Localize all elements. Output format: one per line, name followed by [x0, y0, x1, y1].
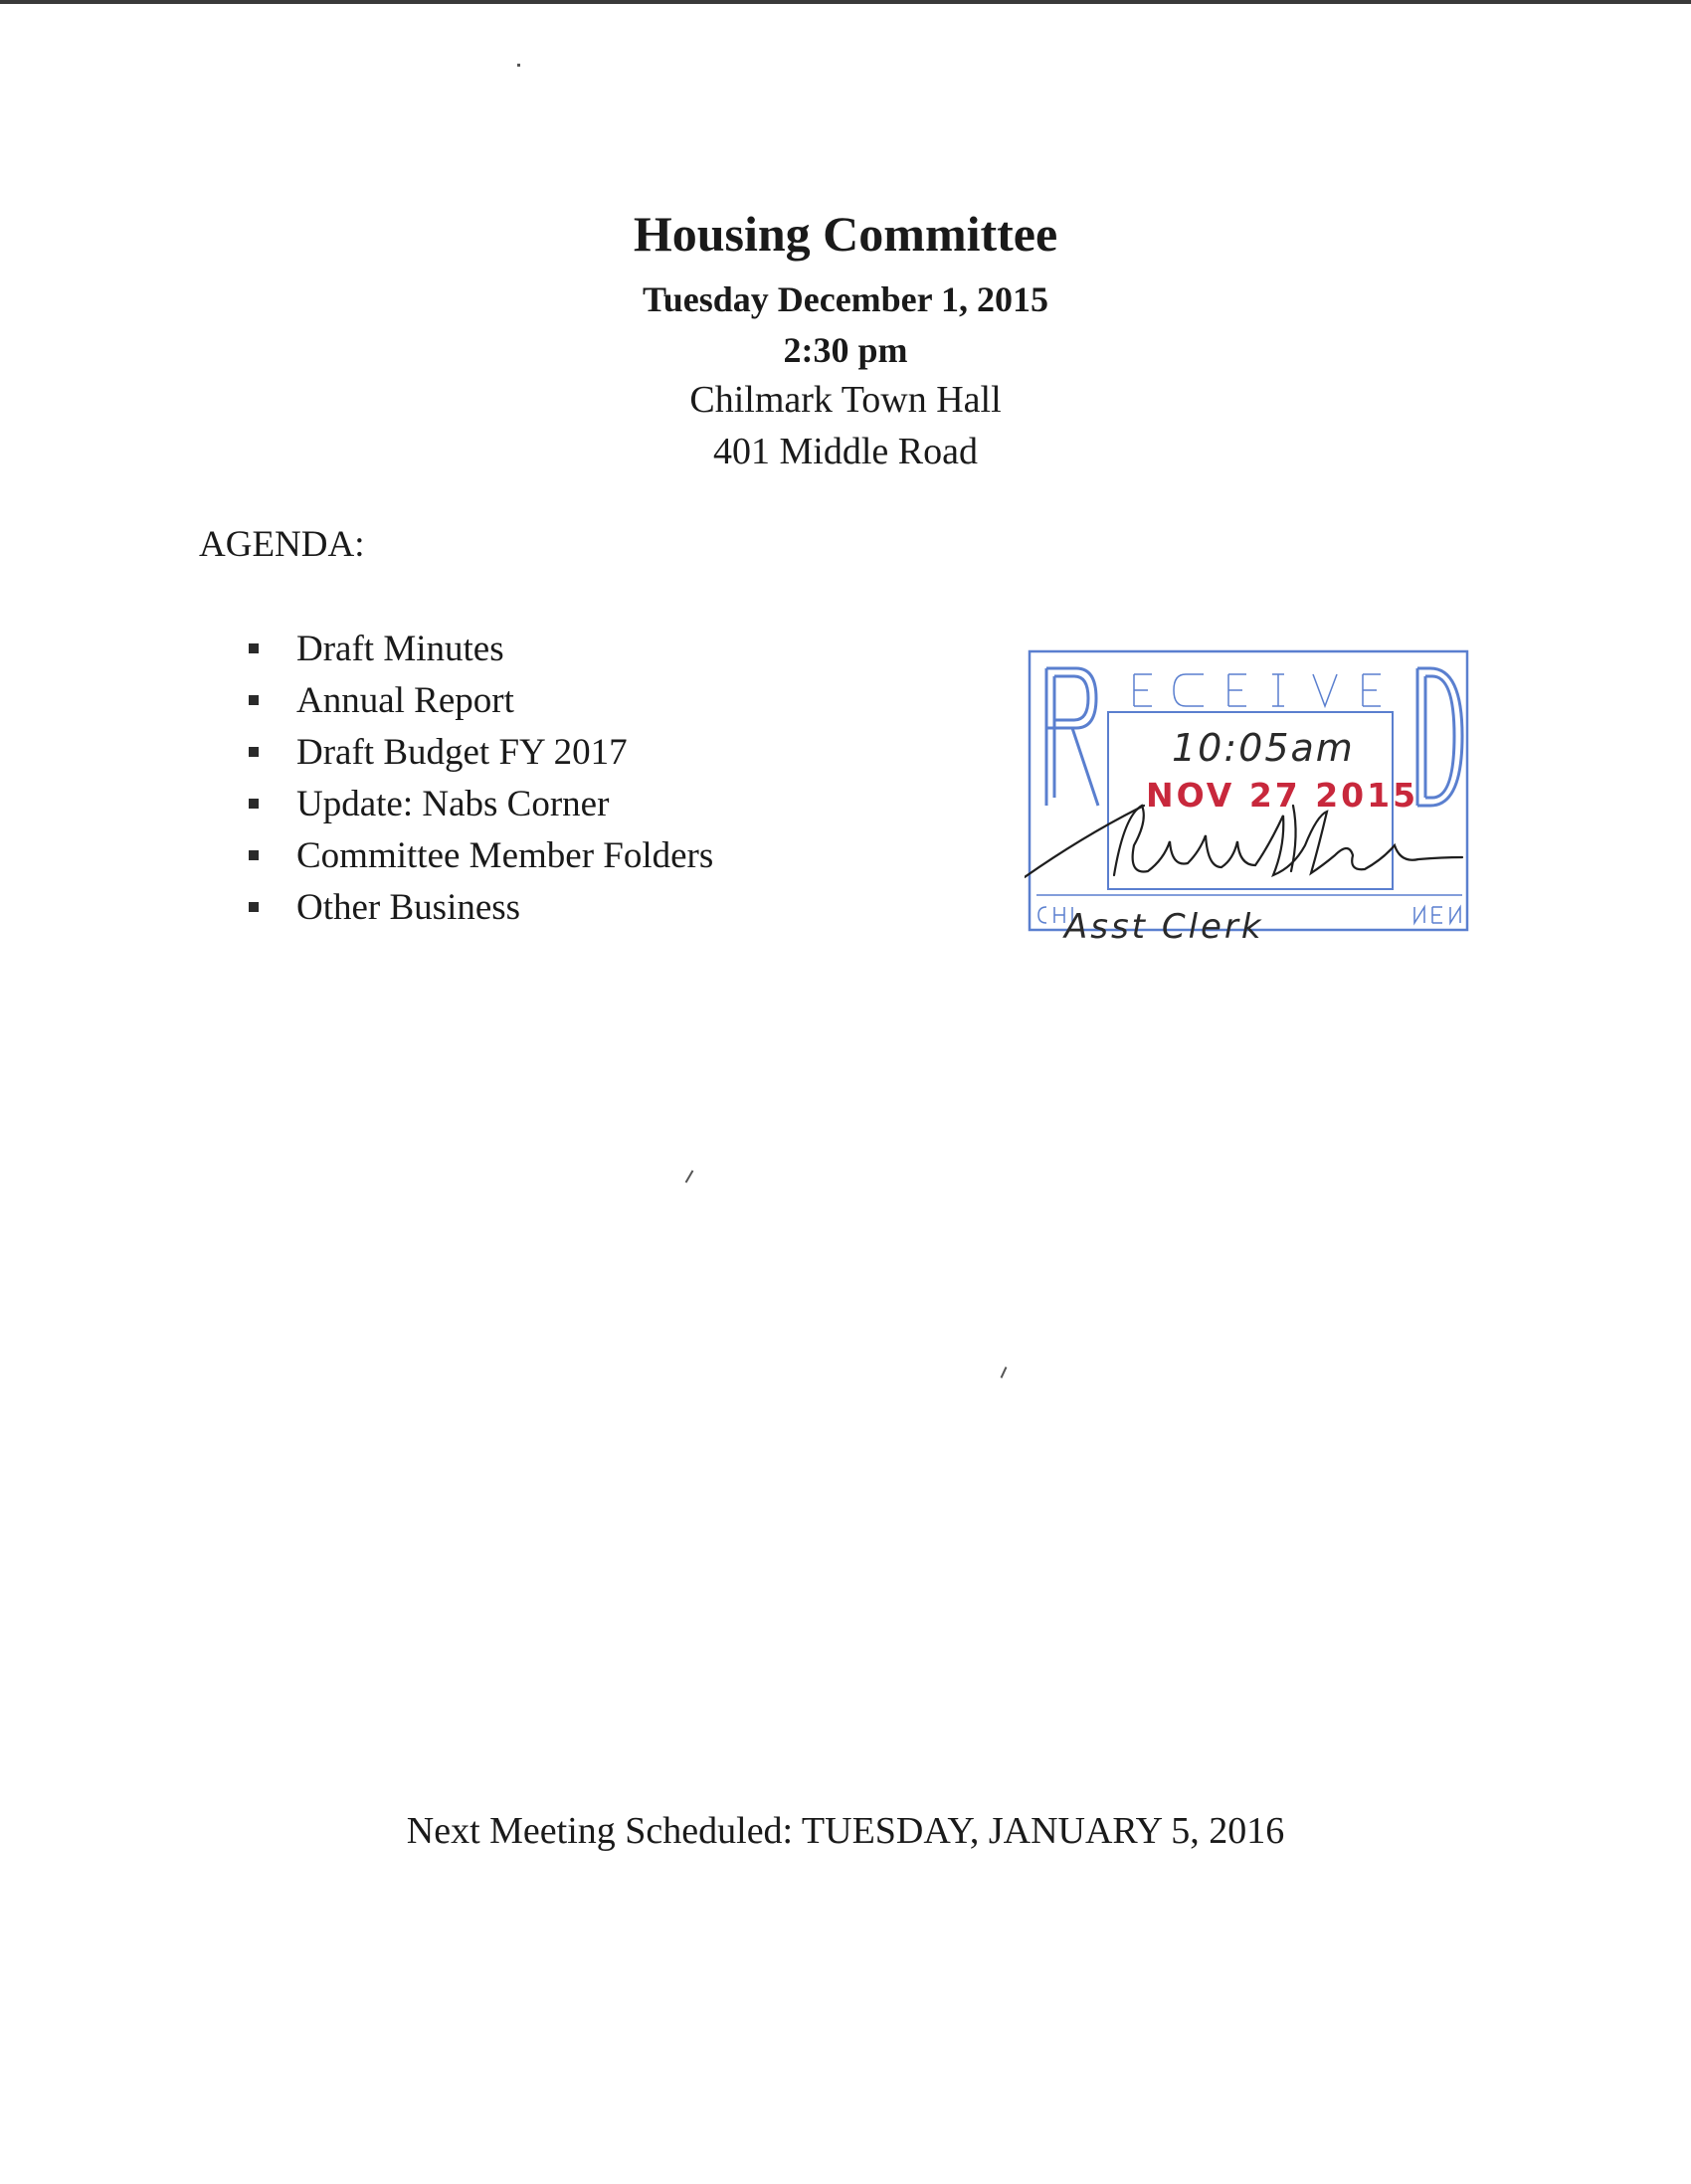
- meeting-address: 401 Middle Road: [713, 431, 978, 472]
- agenda-item: [249, 674, 713, 726]
- scan-speck: [517, 64, 520, 67]
- agenda-item-label: Other Business: [296, 886, 521, 928]
- meeting-date: Tuesday December 1, 2015: [643, 279, 1048, 319]
- document-title: Housing Committee: [633, 206, 1058, 262]
- meeting-location: Chilmark Town Hall: [689, 379, 1002, 421]
- agenda-list: [249, 623, 713, 933]
- bullet-icon: [249, 643, 259, 653]
- stamp-date: NOV 27 2015: [1146, 776, 1419, 815]
- agenda-item-label: Committee Member Folders: [296, 834, 714, 876]
- agenda-item-label: Draft Minutes: [296, 628, 504, 669]
- agenda-item-label: Draft Budget FY 2017: [296, 731, 628, 773]
- agenda-item: [249, 829, 713, 881]
- agenda-item: [249, 623, 713, 674]
- agenda-item: [249, 726, 713, 778]
- agenda-item: [249, 881, 713, 933]
- top-scan-edge: [0, 0, 1691, 4]
- bullet-icon: [249, 747, 259, 757]
- bullet-icon: [249, 695, 259, 705]
- bullet-icon: [249, 902, 259, 912]
- agenda-label: AGENDA:: [199, 524, 365, 565]
- agenda-item-label: Annual Report: [296, 679, 514, 721]
- agenda-item: [249, 778, 713, 829]
- scan-speck: [1001, 1366, 1008, 1378]
- meeting-time: 2:30 pm: [783, 330, 908, 370]
- bullet-icon: [249, 850, 259, 860]
- agenda-item-label: Update: Nabs Corner: [296, 783, 610, 824]
- scan-speck: [685, 1170, 694, 1183]
- stamp-time: 10:05am: [1172, 726, 1355, 770]
- bullet-icon: [249, 799, 259, 809]
- next-meeting-note: Next Meeting Scheduled: TUESDAY, JANUARY 5, 2016: [406, 1810, 1285, 1852]
- clerk-note: Asst Clerk: [1064, 907, 1264, 947]
- received-stamp: [1025, 646, 1472, 965]
